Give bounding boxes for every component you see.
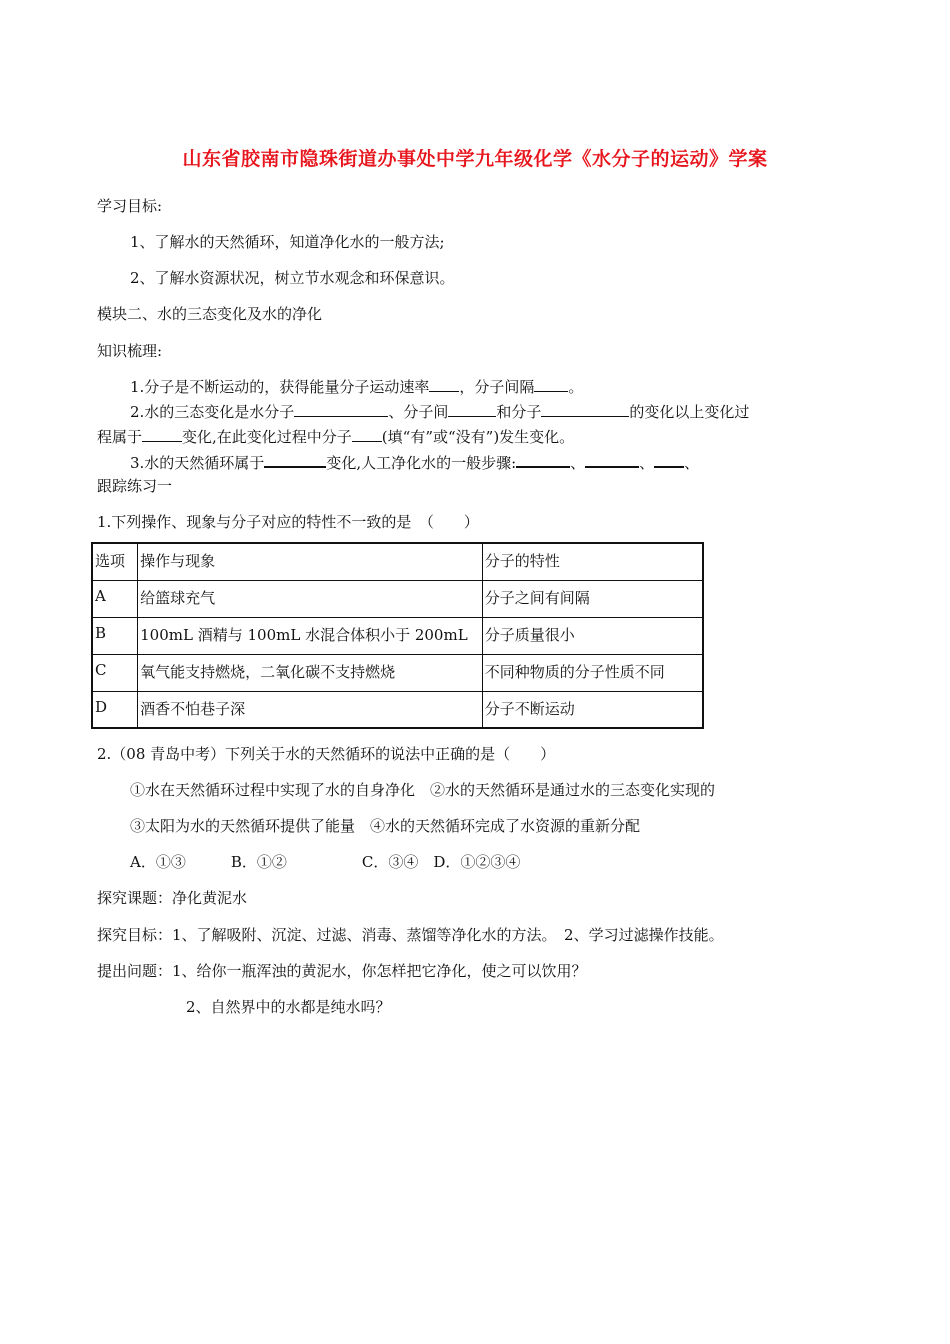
document-title: 山东省胶南市隐珠街道办事处中学九年级化学《水分子的运动》学案 <box>182 148 768 170</box>
text-span: 和分子 <box>496 403 542 421</box>
practice-heading: 跟踪练习一 <box>97 477 173 495</box>
text-span: 、分子间 <box>388 403 449 421</box>
table-cell: D <box>92 691 138 728</box>
table-cell: 分子之间有间隔 <box>482 580 703 617</box>
table-cell: 100mL 酒精与 100mL 水混合体积小于 200mL <box>138 617 483 654</box>
text-span: 、 <box>570 454 586 472</box>
table-cell: 酒香不怕巷子深 <box>138 691 483 728</box>
fill-blank[interactable] <box>294 401 388 417</box>
text-span: 、 <box>639 454 655 472</box>
fill-blank[interactable] <box>448 401 496 417</box>
text-span: 。 <box>568 378 584 396</box>
knowledge-item-1 <box>130 376 583 397</box>
knowledge-heading: 知识梳理: <box>97 342 163 360</box>
question-2-statements-2: ③太阳为水的天然循环提供了能量 ④水的天然循环完成了水资源的重新分配 <box>130 817 641 835</box>
objective-item-1: 1、了解水的天然循环，知道净化水的一般方法; <box>130 233 445 251</box>
table-cell: B <box>92 617 138 654</box>
inquiry-goal: 探究目标：1、了解吸附、沉淀、过滤、消毒、蒸馏等净化水的方法。 2、学习过滤操作技能。 <box>97 926 724 944</box>
text-span: 程属于 <box>97 428 143 446</box>
table-cell: C <box>92 654 138 691</box>
fill-blank[interactable] <box>429 376 459 392</box>
table-cell: 分子不断运动 <box>482 691 703 728</box>
fill-blank[interactable] <box>516 451 570 468</box>
table-header-cell: 分子的特性 <box>482 543 703 580</box>
table-header-row <box>92 543 703 580</box>
text-span: 、 <box>684 454 700 472</box>
inquiry-question-1: 提出问题：1、给你一瓶浑浊的黄泥水，你怎样把它净化，使之可以饮用？ <box>97 962 587 980</box>
table-cell: 氧气能支持燃烧，二氧化碳不支持燃烧 <box>138 654 483 691</box>
fill-blank[interactable] <box>541 401 629 417</box>
question-1-stem: 1.下列操作、现象与分子对应的特性不一致的是 （ ） <box>97 513 479 531</box>
table-row <box>92 617 703 654</box>
inquiry-topic: 探究课题：净化黄泥水 <box>97 889 248 907</box>
question-2-options: A．①③ B．①② C．③④ D．①②③④ <box>130 853 521 871</box>
text-span: 变化,在此变化过程中分子 <box>182 428 352 446</box>
module-heading: 模块二、水的三态变化及水的净化 <box>97 305 323 323</box>
fill-blank[interactable] <box>264 451 326 468</box>
fill-blank[interactable] <box>352 426 382 442</box>
table-cell: 不同种物质的分子性质不同 <box>482 654 703 691</box>
fill-blank[interactable] <box>142 426 182 442</box>
question-2-statements-1: ①水在天然循环过程中实现了水的自身净化 ②水的天然循环是通过水的三态变化实现的 <box>130 781 716 799</box>
objective-item-2: 2、了解水资源状况，树立节水观念和环保意识。 <box>130 269 455 287</box>
knowledge-item-2-continued <box>97 426 574 447</box>
table-cell: 给篮球充气 <box>138 580 483 617</box>
knowledge-item-3 <box>130 451 699 473</box>
question-2-stem: 2.（08 青岛中考）下列关于水的天然循环的说法中正确的是（ ） <box>97 745 556 763</box>
text-span: 的变化以上变化过 <box>629 403 750 421</box>
text-span: 3.水的天然循环属于 <box>130 454 265 472</box>
question-1-table <box>91 542 704 729</box>
fill-blank[interactable] <box>585 451 639 468</box>
table-row <box>92 691 703 728</box>
table-header-cell: 选项 <box>92 543 138 580</box>
table-header-cell: 操作与现象 <box>138 543 483 580</box>
text-span: ，分子间隔 <box>459 378 535 396</box>
inquiry-question-2: 2、自然界中的水都是纯水吗？ <box>186 998 391 1016</box>
text-span: 1.分子是不断运动的，获得能量分子运动速率 <box>130 378 430 396</box>
table-row <box>92 654 703 691</box>
fill-blank[interactable] <box>534 376 568 392</box>
table-cell: A <box>92 580 138 617</box>
knowledge-item-2 <box>130 401 749 422</box>
table-cell: 分子质量很小 <box>482 617 703 654</box>
text-span: 2.水的三态变化是水分子 <box>130 403 295 421</box>
text-span: (填“有”或“没有”)发生变化。 <box>381 428 575 446</box>
text-span: 变化,人工净化水的一般步骤: <box>326 454 517 472</box>
fill-blank[interactable] <box>654 451 684 468</box>
table-row <box>92 580 703 617</box>
objectives-heading: 学习目标: <box>97 197 163 215</box>
